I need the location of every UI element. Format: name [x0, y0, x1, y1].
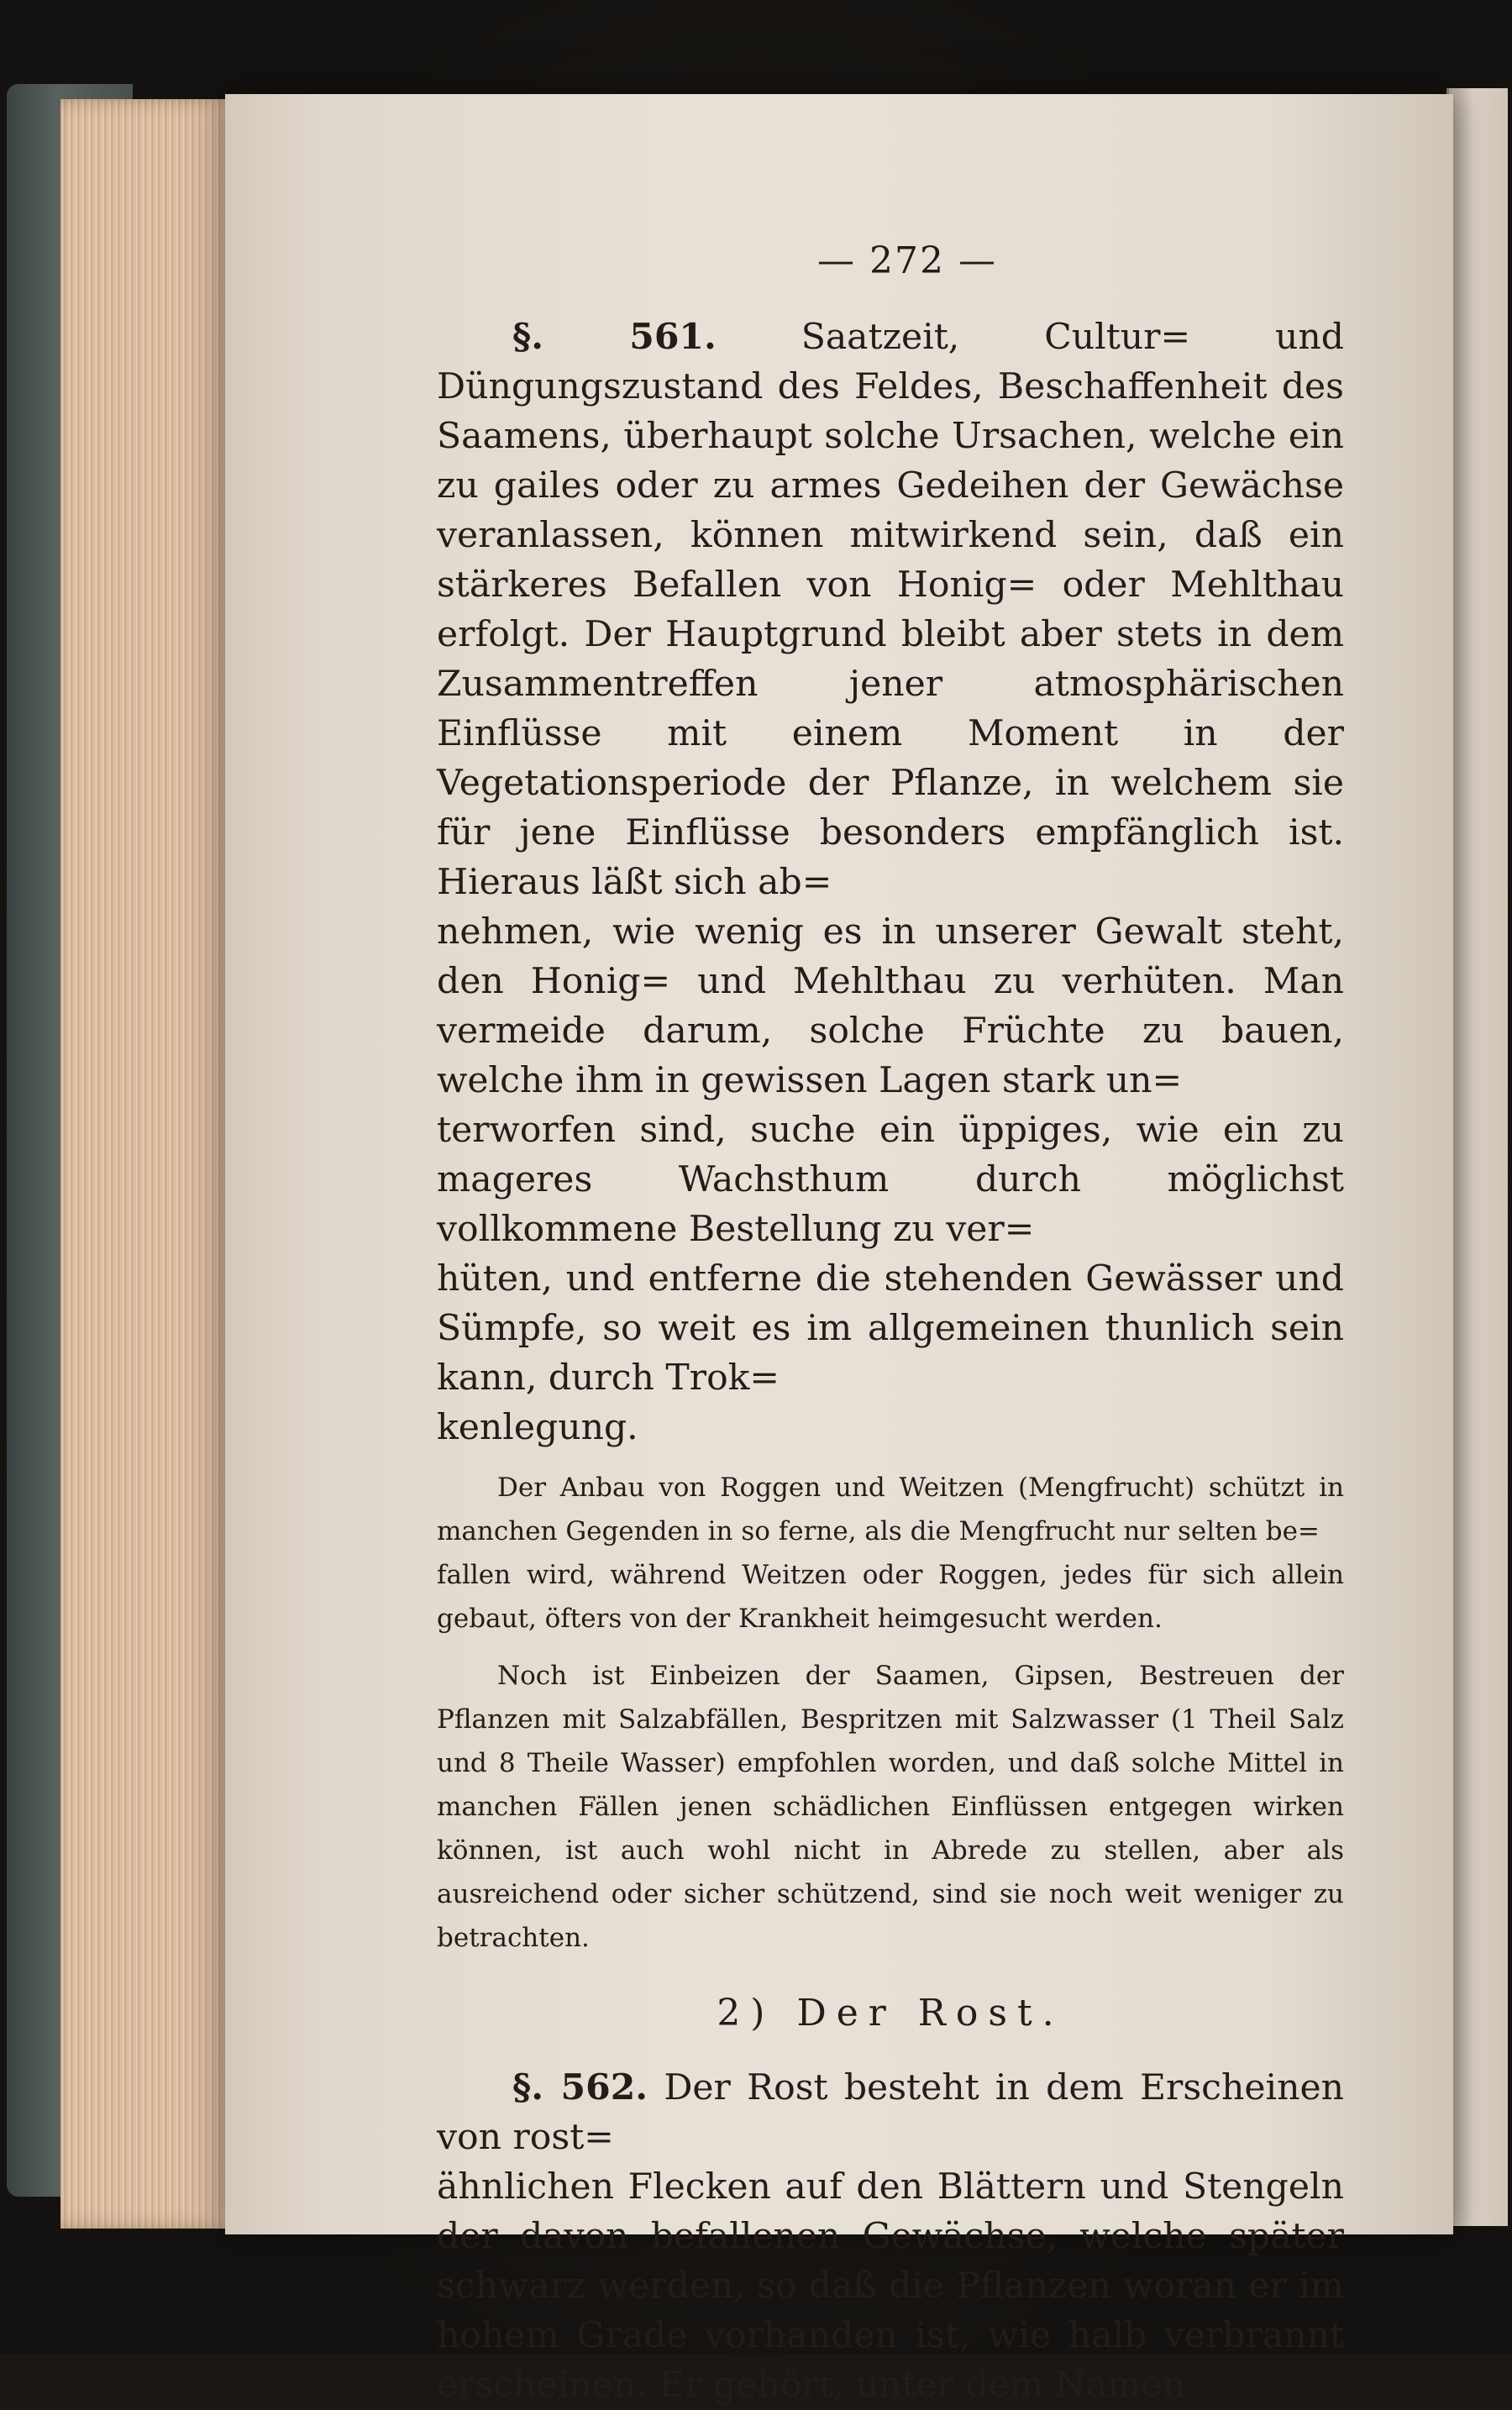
page-content [437, 239, 1344, 2410]
note-mengfrucht: Der Anbau von Roggen und Weitzen (Mengfrucht) schützt in manchen Gegenden in so ferne, als die Mengfrucht nur selten be= fallen wird, während Weitzen oder Roggen, jedes für sich allein gebaut, öfters von der Krankheit heimgesucht werden. [437, 1473, 1344, 1634]
section-561 [437, 312, 1344, 1452]
section-562-text: Der Rost besteht in dem Erscheinen von rost= ähnlichen Flecken auf den Blättern und Stengeln der davon befallenen Gewächse, welche später schwarz werden, so daß die Pflanzen woran er im hohem Grade vorhanden ist, wie halb verbrannt erscheinen. Er gehört, unter dem Namen [437, 2067, 1344, 2406]
page-edges [60, 99, 241, 2229]
facing-page-edge [1446, 88, 1508, 2226]
section-561-label: §. 561. [512, 316, 717, 358]
section-heading-rost: 2) Der Rost. [717, 1992, 1064, 2035]
section-562 [437, 2063, 1344, 2410]
section-561-text: Saatzeit, Cultur= und Düngungszustand des Feldes, Beschaffenheit des Saamens, überhaupt solche Ursachen, welche ein zu gailes oder zu armes Gedeihen der Gewächse veranlassen, können mitwirkend sein, daß ein stärkeres Befallen von Honig= oder Mehlthau erfolgt. Der Hauptgrund bleibt aber stets in dem Zusammentreffen jener atmosphärischen Einflüsse mit einem Moment in der Vegetationsperiode der Pflanze, in welchem sie für jene Einflüsse besonders empfänglich ist. Hieraus läßt sich ab= nehmen, wie wenig es in unserer Gewalt steht, den Honig= und Mehlthau zu verhüten. Man vermeide darum, solche Früchte zu bauen, welche ihm in gewissen Lagen stark un= terworfen sind, suche ein üppiges, wie ein zu mageres Wachsthum durch möglichst vollkommene Bestellung zu ver= hüten, und entferne die stehenden Gewässer und Sümpfe, so weit es im allgemeinen thunlich sein kann, durch Trok= kenlegung. [437, 317, 1344, 1448]
page-number: — 272 — [817, 239, 997, 282]
note-einbeizen: Noch ist Einbeizen der Saamen, Gipsen, Bestreuen der Pflanzen mit Salzabfällen, Bespritzen mit Salzwasser (1 Theil Salz und 8 Theile Wasser) empfohlen worden, und daß solche Mittel in manchen Fällen jenen schädlichen Einflüssen entgegen wirken können, ist auch wohl nicht in Abrede zu stellen, aber als ausreichend oder sicher schützend, sind sie noch weit weniger zu betrachten. [437, 1661, 1344, 1953]
section-562-label: §. 562. [512, 2066, 648, 2108]
